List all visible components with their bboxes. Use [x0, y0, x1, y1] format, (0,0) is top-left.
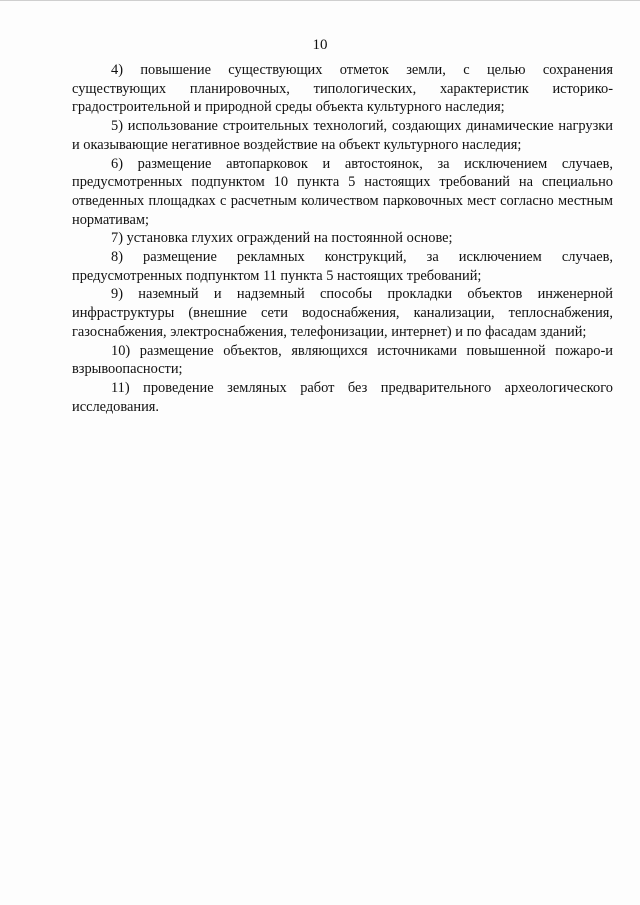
list-item-4: 4) повышение существующих отметок земли, с целью сохранения существующих планировочных, типологических, характеристик историко-градостроительной и природной среды объекта культурного наследия; [72, 62, 613, 116]
list-item-5: 5) использование строительных технологий, создающих динамические нагрузки и оказывающие негативное воздействие на объект культурного наследия; [72, 118, 613, 153]
list-item-6: 6) размещение автопарковок и автостоянок, за исключением случаев, предусмотренных подпунктом 10 пункта 5 настоящих требований на специально отведенных площадках с расчетным количеством парковочных мест согласно местным нормативам; [72, 155, 613, 228]
list-item-8: 8) размещение рекламных конструкций, за исключением случаев, предусмотренных подпунктом 11 пункта 5 настоящих требований; [72, 249, 613, 284]
page-number: 10 [312, 37, 328, 53]
list-item-9: 9) наземный и надземный способы прокладки объектов инженерной инфраструктуры (внешние сети водоснабжения, канализации, теплоснабжения, газоснабжения, электроснабжения, телефонизации, интернет) и по фасадам зданий; [72, 286, 613, 340]
list-item-7: 7) установка глухих ограждений на постоянной основе; [111, 230, 453, 247]
list-item-10: 10) размещение объектов, являющихся источниками повышенной пожаро-и взрывоопасности; [72, 342, 613, 378]
document-body [72, 61, 613, 416]
list-item-11: 11) проведение земляных работ без предварительного археологического исследования. [72, 379, 613, 415]
